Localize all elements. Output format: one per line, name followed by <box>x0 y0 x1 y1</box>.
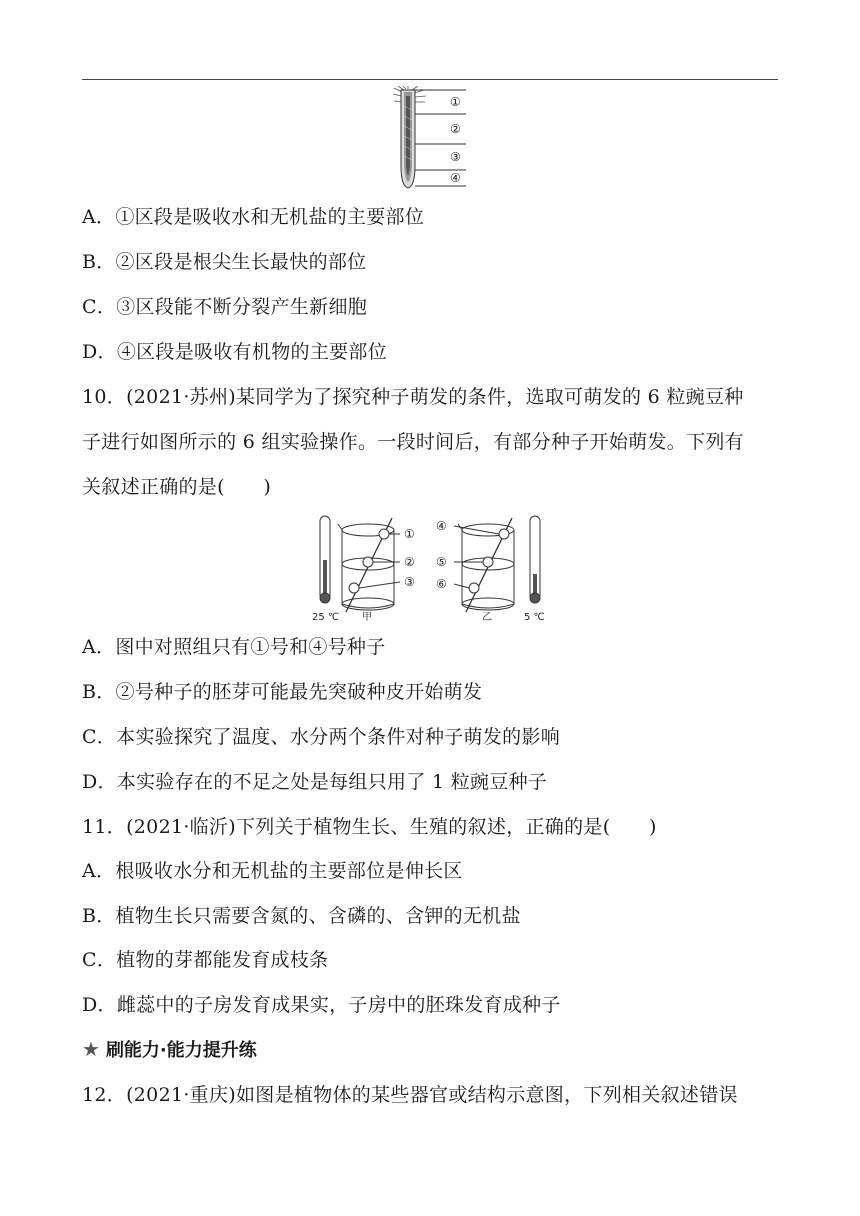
right-thermometer <box>530 516 540 603</box>
root-tip-figure <box>392 86 472 190</box>
beaker-jia <box>338 518 400 612</box>
q10-stem-line-2: 子进行如图所示的 6 组实验操作。一段时间后，有部分种子开始萌发。下列有 <box>82 431 744 453</box>
q10-option-b: B．②号种子的胚芽可能最先突破种皮开始萌发 <box>82 681 483 703</box>
q11-stem: 11．(2021·临沂)下列关于植物生长、生殖的叙述，正确的是( ) <box>82 816 657 838</box>
q9-option-a: A．①区段是吸收水和无机盐的主要部位 <box>82 206 425 228</box>
header-rule <box>82 79 778 80</box>
label-seed-4: ④ <box>436 519 447 533</box>
q10-stem-line-3: 关叙述正确的是( ) <box>82 476 272 498</box>
beaker-yi-name: 乙 <box>482 612 492 623</box>
beaker-jia-name: 甲 <box>362 612 372 623</box>
label-seed-1: ① <box>404 527 415 541</box>
root-tip-drawing <box>393 86 426 188</box>
q11-option-b: B．植物生长只需要含氮的、含磷的、含钾的无机盐 <box>82 905 521 927</box>
q9-option-d: D．④区段是吸收有机物的主要部位 <box>82 341 388 363</box>
root-label-3: ③ <box>450 150 461 164</box>
q12-stem: 12．(2021·重庆)如图是植物体的某些器官或结构示意图，下列相关叙述错误 <box>82 1084 738 1106</box>
root-label-1: ① <box>450 95 461 109</box>
beaker-yi <box>454 518 514 612</box>
star-icon: ★ <box>82 1037 100 1061</box>
q10-stem-line-1: 10．(2021·苏州)某同学为了探究种子萌发的条件，选取可萌发的 6 粒豌豆种 <box>82 386 744 408</box>
left-thermometer <box>320 516 330 603</box>
section-heading-text: 刷能力·能力提升练 <box>105 1040 257 1061</box>
root-label-4: ④ <box>450 171 461 185</box>
q10-option-c: C．本实验探究了温度、水分两个条件对种子萌发的影响 <box>82 726 561 748</box>
seed-experiment-figure <box>308 512 554 624</box>
q10-option-d: D．本实验存在的不足之处是每组只用了 1 粒豌豆种子 <box>82 771 548 793</box>
label-seed-6: ⑥ <box>436 577 447 591</box>
q11-option-d: D．雌蕊中的子房发育成果实，子房中的胚珠发育成种子 <box>82 994 561 1016</box>
q9-option-c: C．③区段能不断分裂产生新细胞 <box>82 296 368 318</box>
label-seed-3: ③ <box>404 575 415 589</box>
q11-option-a: A．根吸收水分和无机盐的主要部位是伸长区 <box>82 860 463 882</box>
section-heading <box>82 1036 257 1062</box>
label-seed-2: ② <box>404 555 415 569</box>
root-label-2: ② <box>450 122 461 136</box>
q11-option-c: C．植物的芽都能发育成枝条 <box>82 949 329 971</box>
q10-option-a: A．图中对照组只有①号和④号种子 <box>82 636 386 658</box>
q9-option-b: B．②区段是根尖生长最快的部位 <box>82 251 367 273</box>
left-temperature: 25 ℃ <box>312 612 340 623</box>
label-seed-5: ⑤ <box>436 555 447 569</box>
right-temperature: 5 ℃ <box>524 612 545 623</box>
